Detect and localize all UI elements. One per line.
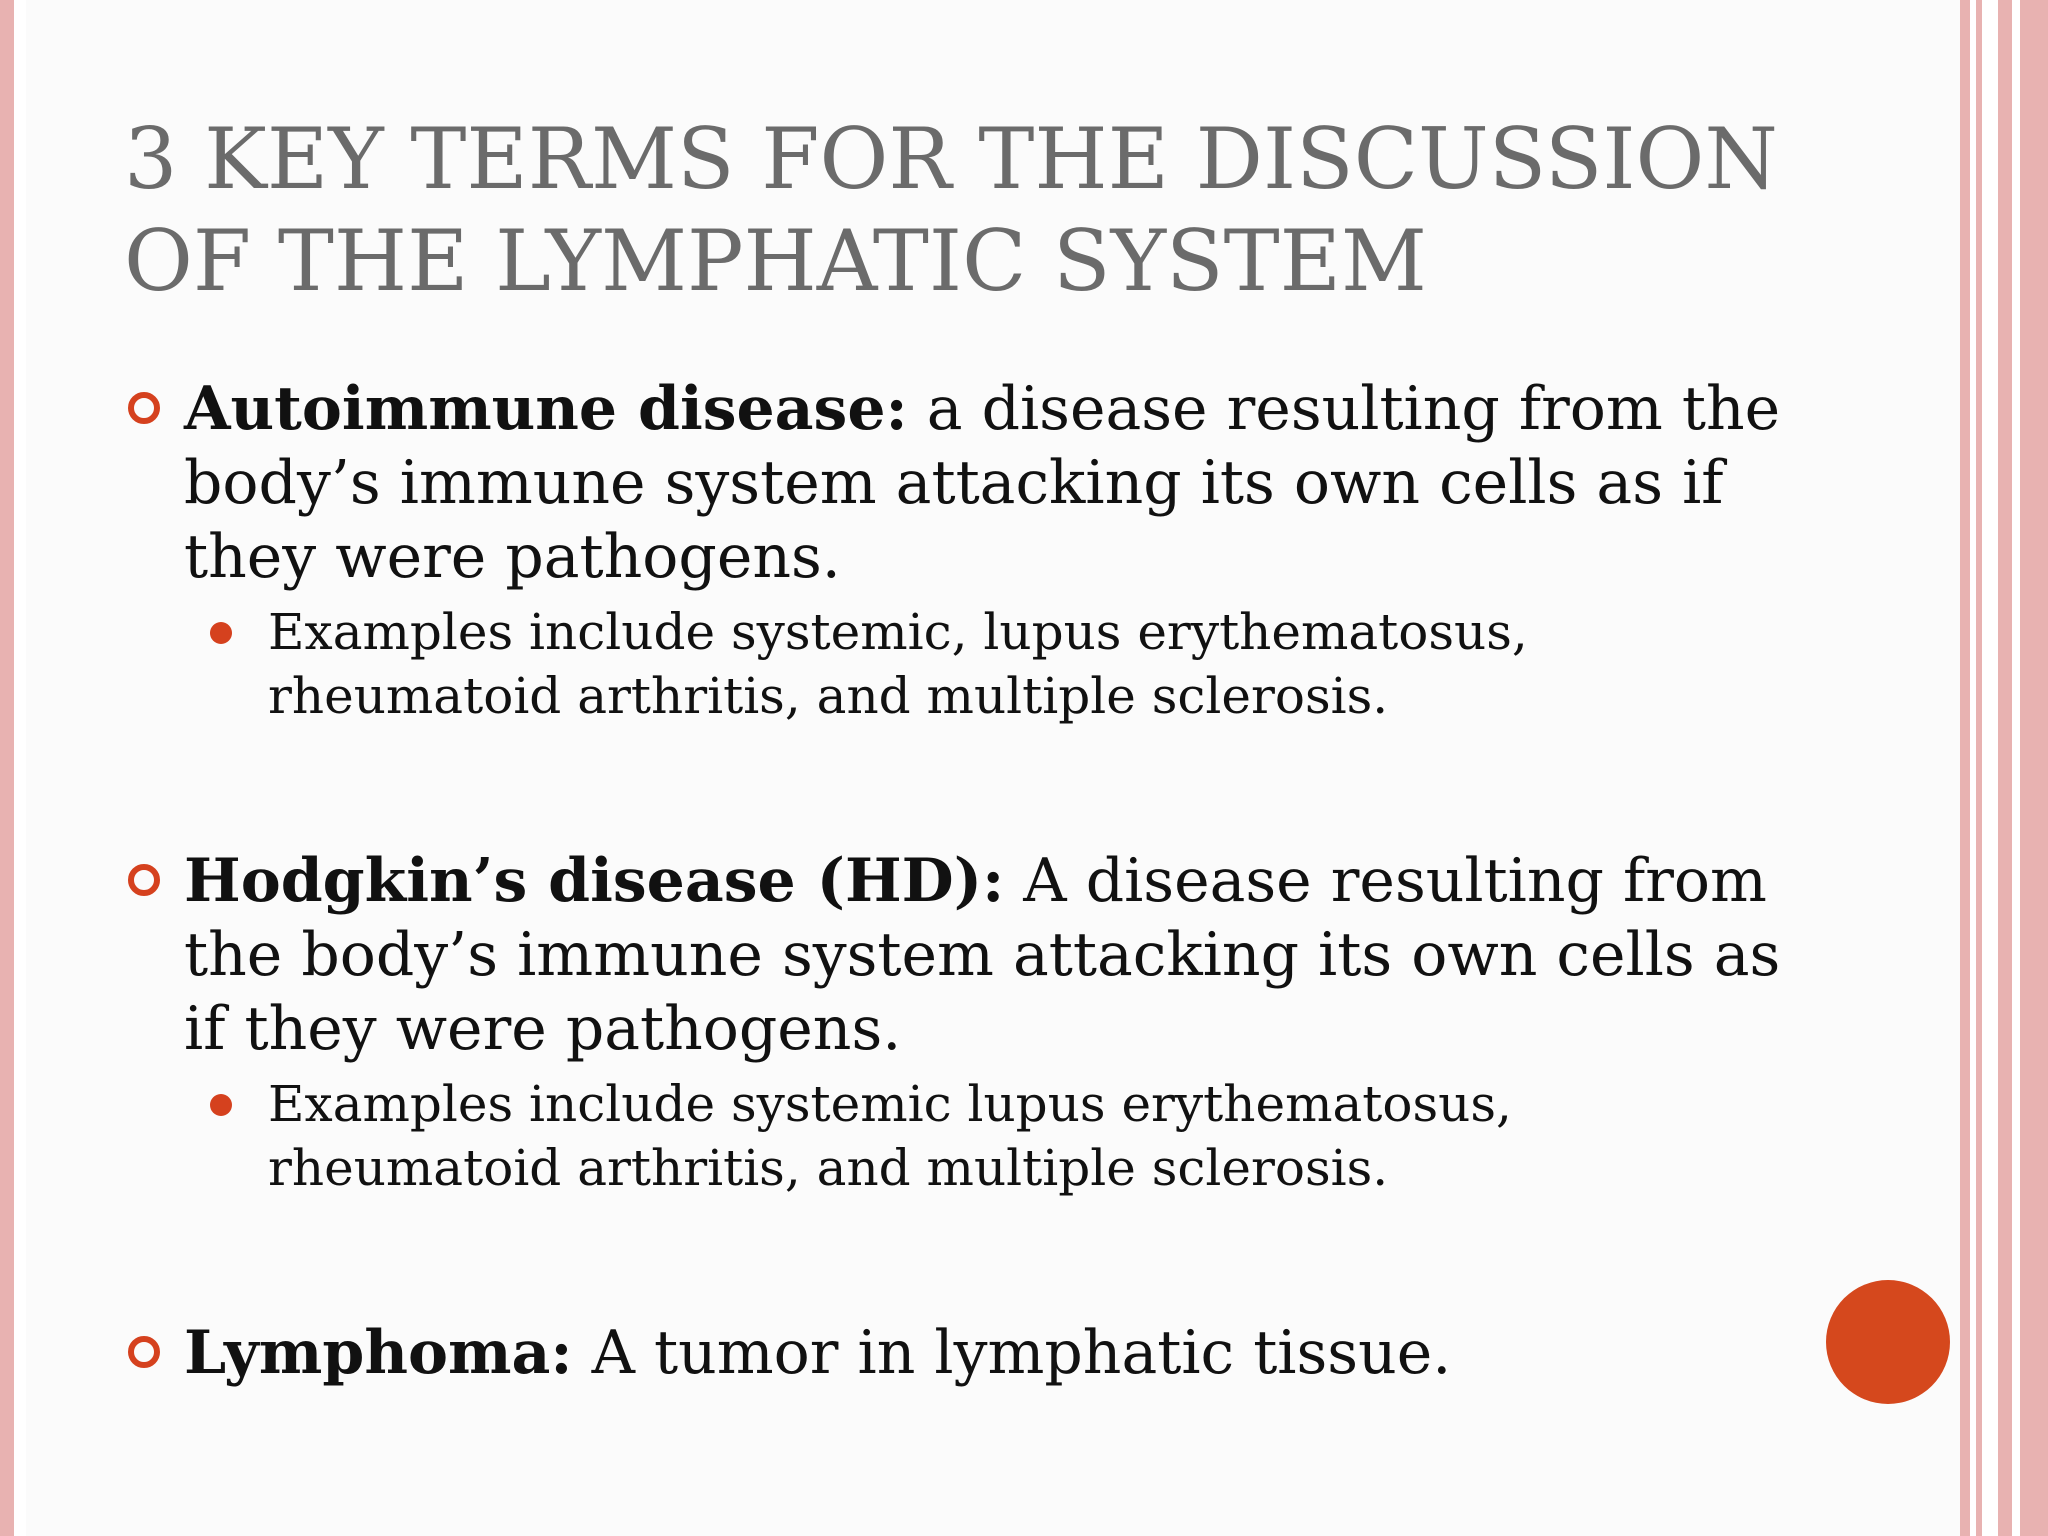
bullet-term: Lymphoma:	[184, 1318, 573, 1388]
bullet-item	[128, 844, 1808, 1066]
slide-title: 3 KEY TERMS FOR THE DISCUSSION OF THE LYMPHATIC SYSTEM	[124, 110, 1778, 310]
ring-bullet-icon	[128, 392, 160, 424]
bullet-term: Hodgkin’s disease (HD):	[184, 846, 1005, 916]
bullet-autoimmune	[128, 372, 1808, 728]
dot-bullet-icon	[210, 1094, 232, 1116]
left-decorative-gap	[14, 0, 26, 1536]
right-stripe-gap	[2012, 0, 2020, 1536]
right-stripe	[1998, 0, 2012, 1536]
sub-bullet-item	[208, 1072, 1808, 1200]
bullet-term: Autoimmune disease:	[184, 374, 908, 444]
sub-bullet-item	[208, 600, 1808, 728]
ring-bullet-icon	[128, 1336, 160, 1368]
bullet-item	[128, 1316, 1808, 1390]
right-stripe	[2020, 0, 2048, 1536]
dot-bullet-icon	[210, 622, 232, 644]
left-decorative-band	[0, 0, 14, 1536]
ring-bullet-icon	[128, 864, 160, 896]
bullet-lymphoma	[128, 1316, 1808, 1390]
bullet-definition: A disease resulting from the body’s immune system attacking its own cells as if they were pathogens.	[184, 846, 1781, 1064]
sub-bullet-text: Examples include systemic, lupus erythematosus, rheumatoid arthritis, and multiple sclerosis.	[268, 603, 1528, 725]
bullet-definition: A tumor in lymphatic tissue.	[572, 1318, 1452, 1388]
bullet-hodgkins	[128, 844, 1808, 1200]
right-stripe-gap	[1982, 0, 1998, 1536]
sub-bullet-text: Examples include systemic lupus erythematosus, rheumatoid arthritis, and multiple sclerosis.	[268, 1075, 1512, 1197]
decorative-circle	[1826, 1280, 1950, 1404]
right-stripe	[1960, 0, 1970, 1536]
bullet-definition: a disease resulting from the body’s immune system attacking its own cells as if they were pathogens.	[184, 374, 1781, 592]
bullet-item	[128, 372, 1808, 594]
